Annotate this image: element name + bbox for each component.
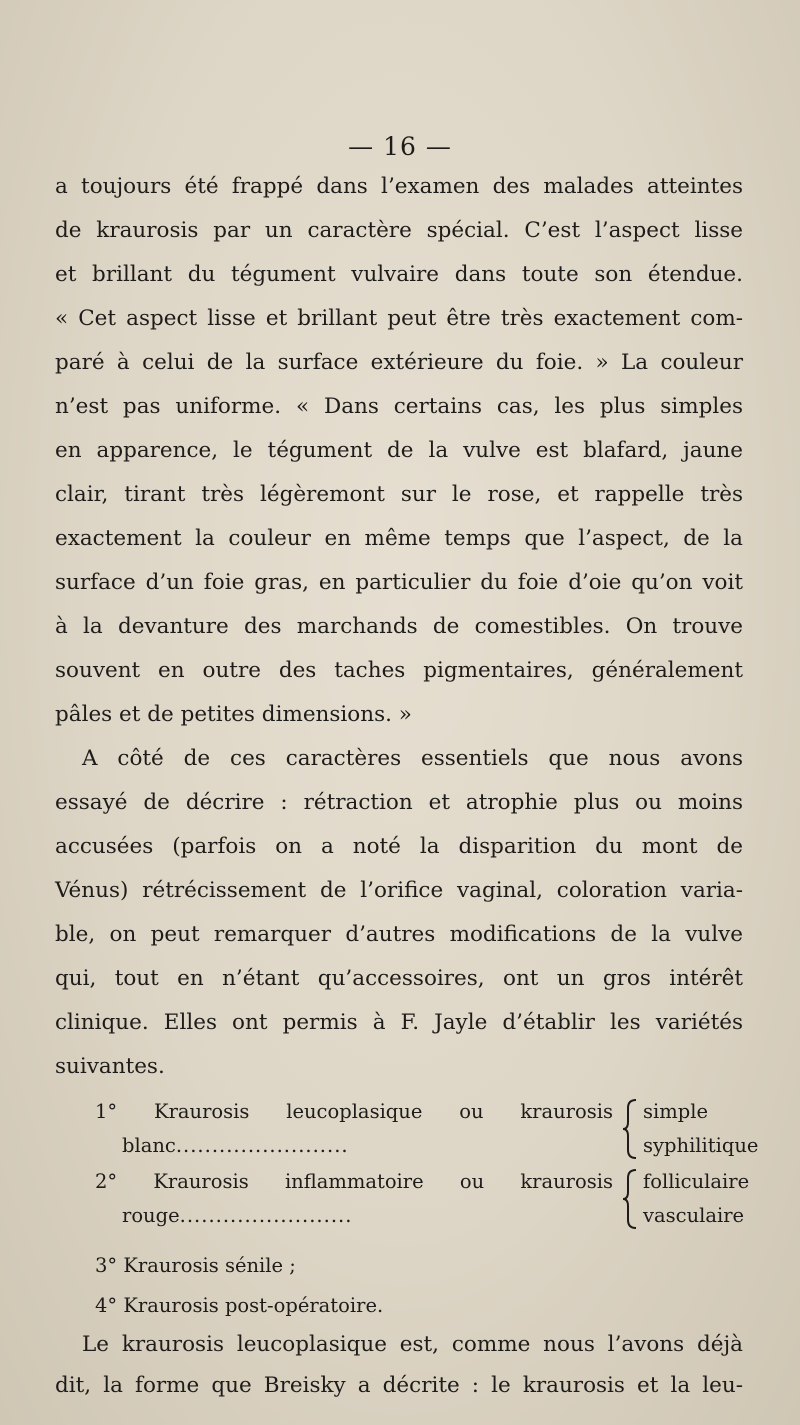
text-line: clair, tirant très légèremont sur le rose, et rappelle très: [55, 482, 743, 507]
text-line: Vénus) rétrécissement de l’orifice vaginal, coloration varia-: [55, 878, 743, 903]
page-number: — 16 —: [348, 132, 452, 161]
text-line: souvent en outre des taches pigmentaires, généralement: [55, 658, 743, 683]
text-line: Le kraurosis leucoplasique est, comme nous l’avons déjà: [82, 1332, 743, 1357]
variety-3: 3° Kraurosis sénile ;: [95, 1254, 296, 1277]
text-line: de kraurosis par un caractère spécial. C’est l’aspect lisse: [55, 218, 743, 243]
variety-1-term: blanc: [122, 1134, 176, 1157]
variety-2-subtype: folliculaire: [643, 1170, 750, 1193]
text-line: a toujours été frappé dans l’examen des malades atteintes: [55, 174, 743, 199]
text-line: paré à celui de la surface extérieure du foie. » La couleur: [55, 350, 743, 375]
variety-1-subtype: syphilitique: [643, 1134, 759, 1157]
text-line: n’est pas uniforme. « Dans certains cas, les plus simples: [55, 394, 743, 419]
variety-2-name: 2° Kraurosis inflammatoire ou kraurosis: [95, 1170, 613, 1193]
text-line: qui, tout en n’étant qu’accessoires, ont un gros intérêt: [55, 966, 743, 991]
variety-1-subtype: simple: [643, 1100, 708, 1123]
variety-2-subtype: vasculaire: [643, 1204, 745, 1227]
variety-4: 4° Kraurosis post-opératoire.: [95, 1294, 384, 1317]
brace-icon: [622, 1168, 640, 1230]
text-line: en apparence, le tégument de la vulve est blafard, jaune: [55, 438, 743, 463]
variety-1-name: 1° Kraurosis leucoplasique ou kraurosis: [95, 1100, 613, 1123]
text-line: pâles et de petites dimensions. »: [55, 702, 412, 727]
text-line: dit, la forme que Breisky a décrite : le kraurosis et la leu-: [55, 1373, 743, 1398]
text-line: surface d’un foie gras, en particulier du foie d’oie qu’on voit: [55, 570, 743, 595]
leader-dots: ........................: [179, 1204, 353, 1227]
variety-2-term: rouge: [122, 1204, 180, 1227]
text-line: clinique. Elles ont permis à F. Jayle d’établir les variétés: [55, 1010, 743, 1035]
text-line: essayé de décrire : rétraction et atrophie plus ou moins: [55, 790, 743, 815]
text-line: à la devanture des marchands de comestibles. On trouve: [55, 614, 743, 639]
text-line: accusées (parfois on a noté la disparition du mont de: [55, 834, 743, 859]
text-line: exactement la couleur en même temps que l’aspect, de la: [55, 526, 743, 551]
leader-dots: ........................: [175, 1134, 349, 1157]
text-line: « Cet aspect lisse et brillant peut être très exactement com-: [55, 306, 743, 331]
text-line: suivantes.: [55, 1054, 165, 1079]
text-line: ble, on peut remarquer d’autres modifications de la vulve: [55, 922, 743, 947]
text-line: et brillant du tégument vulvaire dans toute son étendue.: [55, 262, 743, 287]
variety-1-name-cont: [122, 1132, 613, 1160]
variety-2-name-cont: [122, 1202, 613, 1230]
text-line: A côté de ces caractères essentiels que nous avons: [82, 746, 743, 771]
brace-icon: [622, 1098, 640, 1160]
